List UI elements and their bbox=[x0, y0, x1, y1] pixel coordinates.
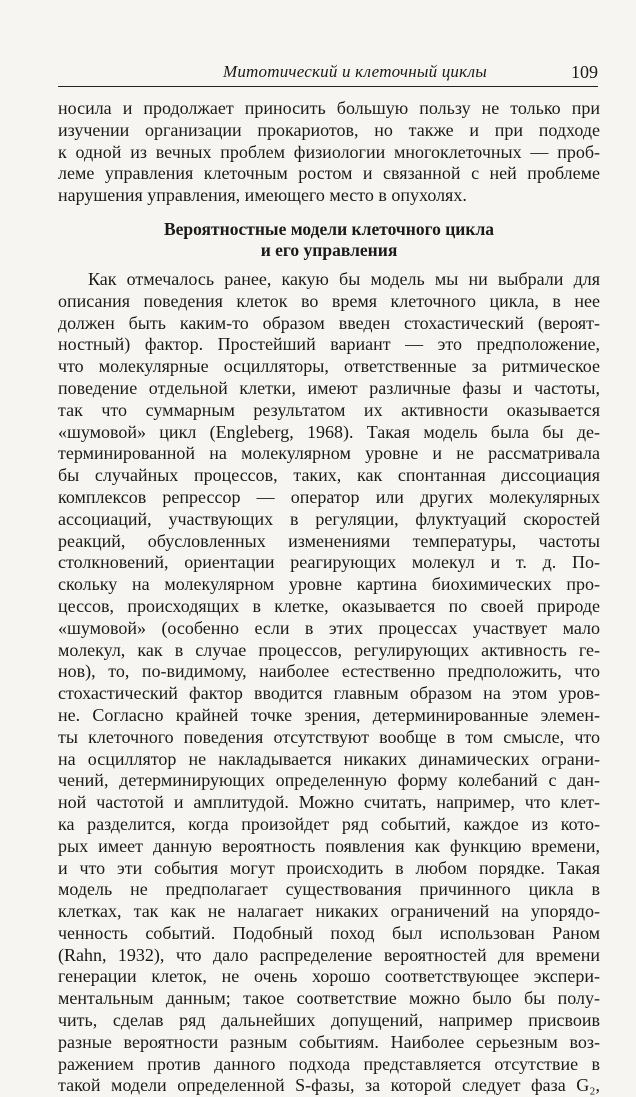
text-line: клетках, так как не налагает никаких ограничений на упорядо- bbox=[58, 901, 600, 922]
text-line: «шумовой» (особенно если в этих процессах участвует мало bbox=[58, 617, 600, 638]
text-line: реакций, обусловленных изменениями температуры, частоты bbox=[58, 530, 600, 551]
text-line: поведение отдельной клетки, имеют различные фазы и частоты, bbox=[58, 377, 600, 398]
text-line: стохастический фактор вводится главным образом на этом уров- bbox=[58, 683, 600, 704]
text-line: чить, сделав ряд дальнейших допущений, например присвоив bbox=[58, 1010, 600, 1031]
text-line: ностный) фактор. Простейший вариант — это предположение, bbox=[58, 334, 600, 355]
text-line: ка разделится, когда произойдет ряд событий, каждое из кото- bbox=[58, 813, 600, 834]
text-line: молекул, как в случае процессов, регулирующих активность ге- bbox=[58, 639, 600, 660]
section-heading-line: Вероятностные модели клеточного цикла bbox=[163, 218, 495, 239]
text-line: ассоциаций, участвующих в регуляции, флуктуаций скоростей bbox=[58, 508, 600, 529]
text-line: должен быть каким-то образом введен стохастический (вероят- bbox=[58, 312, 600, 333]
intro-paragraph bbox=[58, 98, 600, 207]
text-line: на осциллятор не накладывается никаких динамических ограни- bbox=[58, 748, 600, 769]
text-line: не. Согласно крайней точке зрения, детерминированные элемен- bbox=[58, 704, 600, 725]
text-line: ражением против данного подхода представляется отсутствие в bbox=[58, 1053, 600, 1074]
text-line: столкновений, ориентации реагирующих молекул и т. д. По- bbox=[58, 552, 600, 573]
text-line: скольку на молекулярном уровне картина биохимических про- bbox=[58, 574, 600, 595]
main-paragraph bbox=[58, 269, 600, 1097]
text-line: и что эти события могут происходить в любом порядке. Такая bbox=[58, 857, 600, 878]
text-line: бы случайных процессов, таких, как спонтанная диссоциация bbox=[58, 465, 600, 486]
page-header bbox=[58, 58, 598, 88]
text-line: рых имеет данную вероятность появления как функцию времени, bbox=[58, 835, 600, 856]
text-line: ты клеточного поведения отсутствуют вообще в том смысле, что bbox=[58, 726, 600, 747]
section-heading bbox=[58, 219, 600, 261]
text-line: носила и продолжает приносить большую пользу не только при bbox=[58, 98, 600, 118]
text-line: такой модели определенной S-фазы, за которой следует фаза G₂, bbox=[58, 1075, 600, 1096]
text-line: леме управления клеточным ростом и связанной с ней проблеме bbox=[58, 163, 600, 184]
text-line: модель не предполагает существования причинного цикла в bbox=[58, 879, 600, 900]
text-line: так что суммарным результатом их активности оказывается bbox=[58, 399, 600, 420]
text-line: Как отмечалось ранее, какую бы модель мы ни выбрали для bbox=[88, 268, 600, 289]
page-number: 109 bbox=[571, 62, 598, 82]
page-body bbox=[58, 98, 600, 1097]
text-line: к одной из вечных проблем физиологии многоклеточных — проб- bbox=[58, 141, 600, 162]
section-heading-line: и его управления bbox=[260, 239, 398, 260]
text-line: ной частотой и амплитудой. Можно считать, например, что клет- bbox=[58, 792, 600, 813]
text-line: ченность событий. Подобный поход был использован Раном bbox=[58, 922, 600, 943]
text-line: (Rahn, 1932), что дало распределение вероятностей для времени bbox=[58, 944, 600, 965]
text-line: нов), то, по-видимому, наиболее естественно предположить, что bbox=[58, 661, 600, 682]
text-line: ментальным данным; такое соответствие можно было бы полу- bbox=[58, 988, 600, 1009]
text-line: что молекулярные осцилляторы, ответственные за ритмическое bbox=[58, 356, 600, 377]
text-line: разные вероятности разным событиям. Наиболее серьезным воз- bbox=[58, 1031, 600, 1052]
running-title: Митотический и клеточный циклы bbox=[223, 62, 487, 81]
text-line: «шумовой» цикл (Engleberg, 1968). Такая модель была бы де- bbox=[58, 421, 600, 442]
text-line: генерации клеток, не очень хорошо соответствующее экспери- bbox=[58, 966, 600, 987]
text-line: терминированной на молекулярном уровне и не рассматривала bbox=[58, 443, 600, 464]
text-line: чений, детерминирующих определенную форму колебаний с дан- bbox=[58, 770, 600, 791]
text-line: цессов, происходящих в клетке, оказывается по своей природе bbox=[58, 595, 600, 616]
header-rule bbox=[58, 86, 598, 87]
text-line: нарушения управления, имеющего место в опухолях. bbox=[58, 185, 467, 206]
text-line: изучении организации прокариотов, но также и при подходе bbox=[58, 119, 600, 140]
text-line: комплексов репрессор — оператор или других молекулярных bbox=[58, 486, 600, 507]
text-line: описания поведения клеток во время клеточного цикла, в нее bbox=[58, 290, 600, 311]
